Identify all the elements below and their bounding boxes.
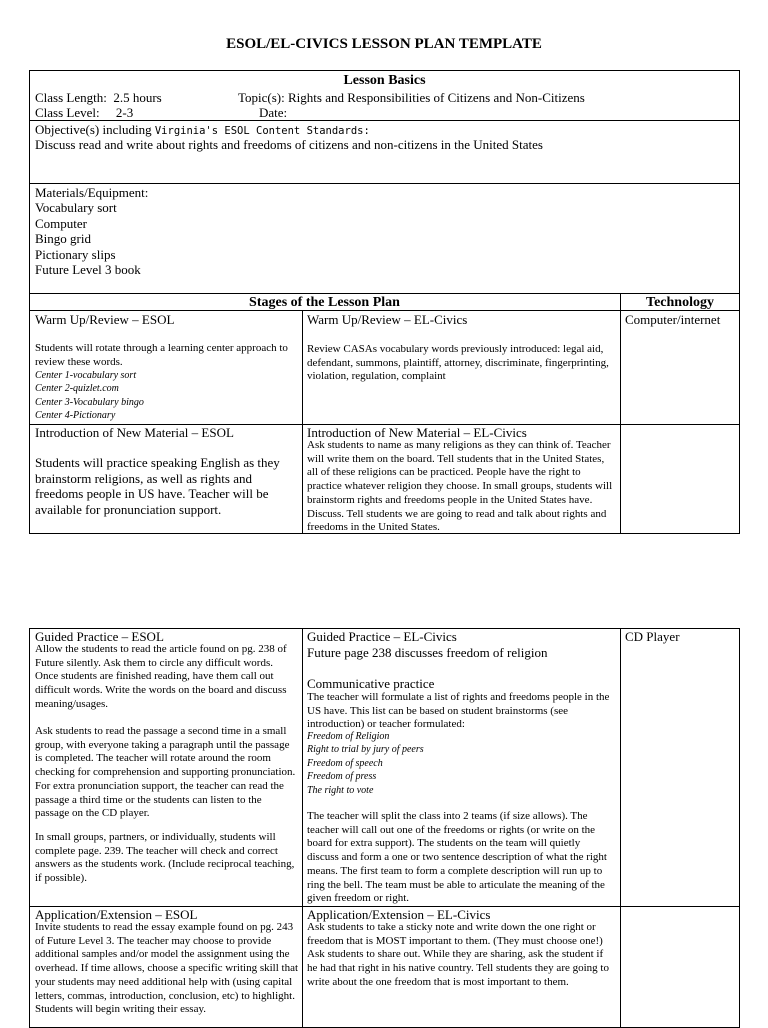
- freedom-item: The right to vote: [307, 784, 374, 796]
- divider: [302, 310, 303, 534]
- divider: [620, 628, 621, 1028]
- intro-civics-text: Ask students to name as many religions as they can think of. Teacher will write them on the board. Tell students that in the United States, all of these religions can be practiced. People have the right to practice whatever religion they choose. In small groups, students will brainstorm rights and freedoms people in the United States have. Discuss. Tell students we are going to read and talk about rights and freedoms in the United States.: [307, 439, 613, 534]
- freedom-item: Right to trial by jury of peers: [307, 744, 424, 756]
- freedom-item: Freedom of press: [307, 771, 377, 783]
- lesson-basics-heading: Lesson Basics: [343, 73, 426, 88]
- materials-label: Materials/Equipment:: [35, 185, 149, 200]
- intro-civics-title: Introduction of New Material – EL-Civics: [307, 425, 527, 440]
- warmup-civics-title: Warm Up/Review – EL-Civics: [307, 312, 468, 327]
- guided-esol-p1: Allow the students to read the article found on pg. 238 of Future silently. Ask them to circle any difficult words. Once students are finished reading, have them call out difficult words. Write the words on the board and discuss meaning/usages.: [35, 643, 287, 710]
- warmup-esol-centers: [35, 369, 144, 423]
- material-item: Future Level 3 book: [35, 262, 141, 277]
- intro-esol-text: Students will practice speaking English as they brainstorm religions, as well as rights and freedoms people in US have. Teacher will be available for pronunciation support.: [35, 455, 280, 517]
- date-label: Date:: [259, 105, 288, 120]
- document-title: ESOL/EL-CIVICS LESSON PLAN TEMPLATE: [226, 36, 542, 52]
- teams-activity-text: The teacher will split the class into 2 teams (if size allows). The teacher will call out one of the freedoms or rights (or write on the board for extra support). The students on the team will quietly discuss and form a one or two sentence description of what the right means. The first team to form a complete description will run up to ring the bell. The team must be able to articulate the meaning of the given freedom or right.: [307, 810, 607, 905]
- materials-list: [35, 200, 141, 278]
- warmup-civics-text: Review CASAs vocabulary words previously introduced: legal aid, defendant, summons, plaintiff, attorney, discriminate, fingerprinting, violation, regulation, complaint: [307, 343, 609, 383]
- objective-text: Discuss read and write about rights and freedoms of citizens and non-citizens in the United States: [35, 137, 543, 152]
- freedom-item: Freedom of Religion: [307, 731, 390, 742]
- technology-heading: Technology: [646, 295, 714, 310]
- intro-esol-title: Introduction of New Material – ESOL: [35, 425, 234, 440]
- divider: [29, 183, 740, 184]
- guided-civics-title: Guided Practice – EL-Civics: [307, 629, 457, 644]
- guided-civics-subtitle: Future page 238 discusses freedom of religion: [307, 645, 548, 660]
- center-item: Center 3-Vocabulary bingo: [35, 396, 144, 408]
- communicative-practice-title: Communicative practice: [307, 676, 435, 691]
- topics: Topic(s): Rights and Responsibilities of Citizens and Non-Citizens: [238, 90, 585, 105]
- center-item: Center 1-vocabulary sort: [35, 370, 137, 381]
- objective-label-text: Objective(s) including: [35, 122, 152, 137]
- center-item: Center 2-quizlet.com: [35, 383, 119, 395]
- communicative-practice-text: The teacher will formulate a list of rights and freedoms people in the US have. This list can be based on student brainstorms (see introduction) or teacher formulated:: [307, 691, 610, 731]
- divider: [620, 293, 621, 534]
- guided-technology: CD Player: [625, 629, 680, 644]
- application-civics-title: Application/Extension – EL-Civics: [307, 907, 491, 922]
- class-level: Class Level: 2-3: [35, 105, 134, 120]
- divider: [29, 120, 740, 121]
- guided-esol-title: Guided Practice – ESOL: [35, 629, 164, 644]
- freedoms-list: [307, 730, 424, 797]
- class-length: Class Length: 2.5 hours: [35, 90, 162, 105]
- application-esol-title: Application/Extension – ESOL: [35, 907, 198, 922]
- material-item: Bingo grid: [35, 231, 91, 246]
- center-item: Center 4-Pictionary: [35, 410, 116, 422]
- warmup-esol-text: Students will rotate through a learning center approach to review these words.: [35, 342, 288, 368]
- warmup-esol-title: Warm Up/Review – ESOL: [35, 312, 175, 327]
- warmup-technology: Computer/internet: [625, 312, 721, 327]
- material-item: Pictionary slips: [35, 246, 116, 262]
- guided-esol-p3: In small groups, partners, or individually, students will complete page. 239. The teacher will check and correct answers as the students work. (Include reciprocal teaching, if possible).: [35, 831, 295, 885]
- divider: [302, 628, 303, 1028]
- application-esol-text: Invite students to read the essay example found on pg. 243 of Future Level 3. The teacher may choose to provide additional samples and/or model the assignment using the overhead. If time allows, choose a specific writing skill that your students may need additional help with (using capital letters, commas, introduction, conclusion, etc) to highlight. Students will begin writing their essay.: [35, 921, 299, 1016]
- objective-standard: Virginia's ESOL Content Standards:: [154, 125, 370, 137]
- stages-heading: Stages of the Lesson Plan: [249, 295, 400, 310]
- material-item: Computer: [35, 215, 87, 231]
- material-item: Vocabulary sort: [35, 200, 117, 215]
- application-civics-text: Ask students to take a sticky note and write down the one right or freedom that is MOST important to them. (They must choose one!) Ask students to share out. While they are sharing, ask the student if he had that right in his native country. Tell students they are going to write about the one freedom that is most important to them.: [307, 921, 609, 988]
- guided-esol-p2: Ask students to read the passage a second time in a small group, with everyone taking a paragraph until the passage is completed. The teacher will rotate around the room checking for comprehension and supporting pronunciation. For extra pronunciation support, the teacher can read the passage a third time or the students can listen to the passage on the CD player.: [35, 725, 296, 820]
- freedom-item: Freedom of speech: [307, 757, 383, 769]
